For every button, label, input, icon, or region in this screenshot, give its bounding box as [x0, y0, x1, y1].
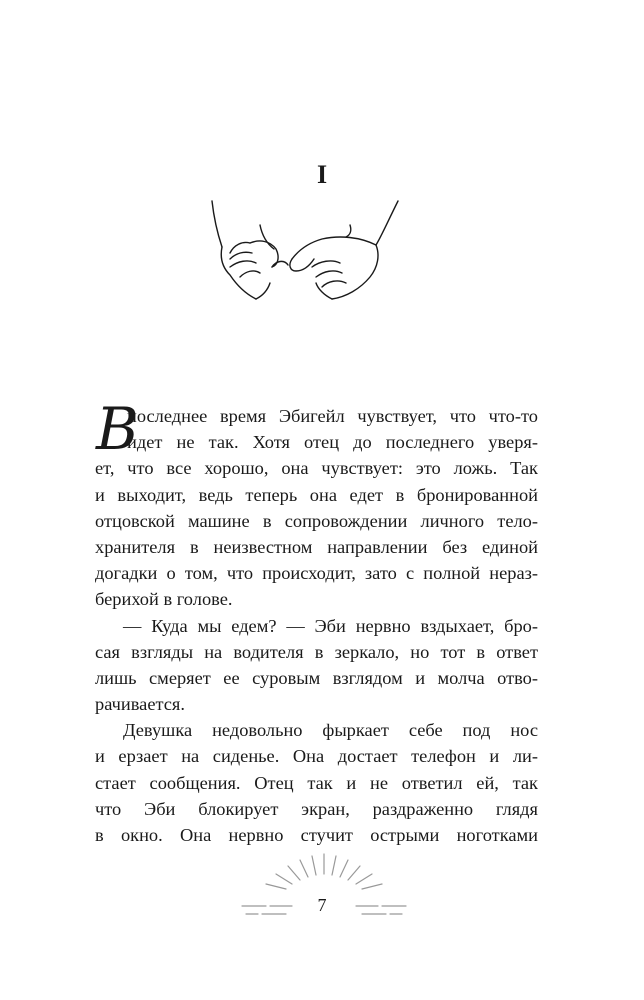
text-line: сая взгляды на водителя в зеркало, но тот в ответ [95, 641, 538, 662]
pinky-promise-hands-icon [200, 195, 410, 310]
text-line: в окно. Она нервно стучит острыми ноготками [95, 825, 538, 845]
text-line: Девушка недовольно фыркает себе под нос [123, 720, 538, 741]
text-line: — Куда мы едем? — Эби нервно вздыхает, бро- [123, 615, 538, 636]
chapter-body-text [95, 403, 538, 848]
text-line: рачивается. [95, 694, 185, 715]
text-line: лишь смеряет ее суровым взглядом и молча отво- [95, 667, 538, 688]
paragraph-2 [95, 613, 538, 718]
chapter-number: I [316, 160, 328, 189]
text-line: отцовской машине в сопровождении личного тело- [95, 510, 538, 531]
text-line: стает сообщения. Отец так и не ответил ей, так [95, 772, 538, 793]
text-line: и ерзает на сиденье. Она достает телефон и ли- [95, 746, 538, 767]
paragraph-3 [95, 717, 538, 848]
text-line: и выходит, ведь теперь она едет в бронированной [95, 484, 538, 505]
text-line: идет не так. Хотя отец до последнего уверя- [127, 432, 538, 453]
text-line: берихой в голове. [95, 589, 233, 610]
page-number: 7 [317, 895, 327, 915]
text-line: хранителя в неизвестном направлении без единой [95, 536, 538, 557]
text-line: что Эби блокирует экран, раздраженно глядя [95, 798, 538, 819]
text-line: ет, что все хорошо, она чувствует: это ложь. Так [95, 458, 538, 479]
drop-cap: В [96, 395, 139, 463]
text-line: последнее время Эбигейл чувствует, что что-то [127, 406, 538, 426]
text-line: догадки о том, что происходит, зато с полной нераз- [95, 563, 538, 584]
paragraph-1 [95, 403, 538, 613]
